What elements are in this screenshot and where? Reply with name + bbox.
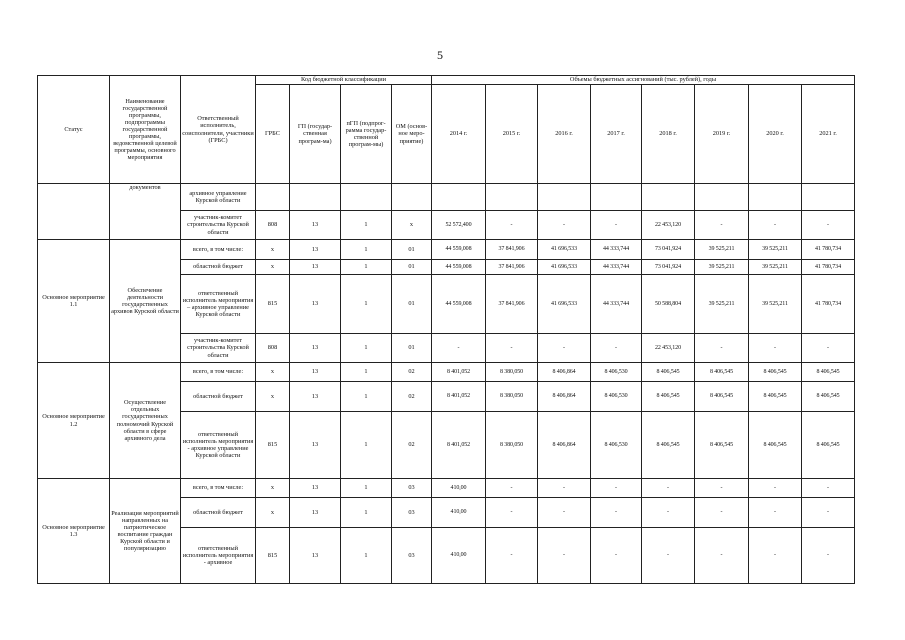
amount-cell bbox=[432, 184, 486, 211]
om-cell: 03 bbox=[392, 498, 432, 528]
amount-cell: 22 453,120 bbox=[642, 334, 695, 363]
amount-cell: 8 401,052 bbox=[432, 382, 486, 412]
header-grbs: ГРБС bbox=[256, 85, 290, 184]
amount-cell: 8 406,545 bbox=[642, 382, 695, 412]
status-cell: Основное мероприятие 1.3 bbox=[38, 479, 110, 584]
gp-cell: 13 bbox=[290, 412, 341, 479]
amount-cell: 41 780,734 bbox=[802, 275, 855, 334]
gp-cell: 13 bbox=[290, 240, 341, 260]
amount-cell: - bbox=[802, 479, 855, 498]
amount-cell: - bbox=[538, 211, 591, 240]
amount-cell: 44 333,744 bbox=[591, 275, 642, 334]
amount-cell: - bbox=[749, 334, 802, 363]
executor-cell: ответственный исполнитель мероприятия – архивное управление Курской области bbox=[181, 275, 256, 334]
grbs-cell bbox=[256, 184, 290, 211]
table-row bbox=[38, 363, 855, 382]
amount-cell: 8 406,864 bbox=[538, 412, 591, 479]
executor-cell: участник-комитет строительства Курской области bbox=[181, 211, 256, 240]
amount-cell: 22 453,120 bbox=[642, 211, 695, 240]
amount-cell: - bbox=[802, 498, 855, 528]
amount-cell: - bbox=[486, 334, 538, 363]
pgp-cell bbox=[341, 184, 392, 211]
amount-cell: 8 406,864 bbox=[538, 363, 591, 382]
pgp-cell: 1 bbox=[341, 211, 392, 240]
amount-cell bbox=[695, 184, 749, 211]
header-executor: Ответственный исполнитель, соисполнители, участники (ГРБС) bbox=[181, 76, 256, 184]
amount-cell: 8 406,530 bbox=[591, 363, 642, 382]
om-cell: 01 bbox=[392, 260, 432, 275]
amount-cell: 39 525,211 bbox=[695, 275, 749, 334]
name-cell: Осуществление отдельных государственных полномочий Курской области в сфере архивного дела bbox=[110, 363, 181, 479]
om-cell: 02 bbox=[392, 412, 432, 479]
gp-cell: 13 bbox=[290, 211, 341, 240]
header-om: ОМ (основ-ное меро-приятие) bbox=[392, 85, 432, 184]
budget-table bbox=[37, 75, 855, 584]
om-cell: 01 bbox=[392, 334, 432, 363]
status-cell bbox=[38, 184, 110, 240]
grbs-cell: 815 bbox=[256, 275, 290, 334]
amount-cell: 8 406,545 bbox=[802, 412, 855, 479]
amount-cell: - bbox=[538, 498, 591, 528]
amount-cell: 8 406,545 bbox=[695, 382, 749, 412]
amount-cell: 8 406,545 bbox=[695, 363, 749, 382]
amount-cell: 8 406,545 bbox=[802, 382, 855, 412]
om-cell: х bbox=[392, 211, 432, 240]
amount-cell: - bbox=[432, 334, 486, 363]
om-cell: 01 bbox=[392, 275, 432, 334]
pgp-cell: 1 bbox=[341, 479, 392, 498]
amount-cell: 73 041,924 bbox=[642, 240, 695, 260]
amount-cell: - bbox=[695, 334, 749, 363]
grbs-cell: х bbox=[256, 498, 290, 528]
amount-cell bbox=[642, 184, 695, 211]
grbs-cell: 815 bbox=[256, 528, 290, 584]
header-year: 2018 г. bbox=[642, 85, 695, 184]
amount-cell: 41 780,734 bbox=[802, 240, 855, 260]
executor-cell: областной бюджет bbox=[181, 382, 256, 412]
gp-cell: 13 bbox=[290, 363, 341, 382]
amount-cell: 8 380,050 bbox=[486, 382, 538, 412]
amount-cell: 8 406,530 bbox=[591, 382, 642, 412]
amount-cell: 8 401,052 bbox=[432, 412, 486, 479]
amount-cell: 39 525,211 bbox=[749, 275, 802, 334]
amount-cell: 8 406,545 bbox=[802, 363, 855, 382]
om-cell: 02 bbox=[392, 382, 432, 412]
header-status: Статус bbox=[38, 76, 110, 184]
header-kbk-group: Код бюджетной классификации bbox=[256, 76, 432, 85]
executor-cell: участник-комитет строительства Курской области bbox=[181, 334, 256, 363]
amount-cell: 8 406,545 bbox=[642, 363, 695, 382]
amount-cell: 39 525,211 bbox=[695, 260, 749, 275]
amount-cell: - bbox=[486, 211, 538, 240]
pgp-cell: 1 bbox=[341, 260, 392, 275]
amount-cell: 44 333,744 bbox=[591, 260, 642, 275]
header-year: 2021 г. bbox=[802, 85, 855, 184]
amount-cell: 8 406,530 bbox=[591, 412, 642, 479]
grbs-cell: х bbox=[256, 479, 290, 498]
amount-cell: 8 406,864 bbox=[538, 382, 591, 412]
amount-cell: - bbox=[591, 479, 642, 498]
gp-cell: 13 bbox=[290, 498, 341, 528]
amount-cell: - bbox=[591, 498, 642, 528]
amount-cell: 39 525,211 bbox=[695, 240, 749, 260]
amount-cell: 41 696,533 bbox=[538, 240, 591, 260]
amount-cell: 44 559,008 bbox=[432, 240, 486, 260]
amount-cell: - bbox=[591, 211, 642, 240]
om-cell: 01 bbox=[392, 240, 432, 260]
amount-cell: 37 841,906 bbox=[486, 240, 538, 260]
amount-cell: - bbox=[749, 498, 802, 528]
grbs-cell: 808 bbox=[256, 211, 290, 240]
grbs-cell: х bbox=[256, 363, 290, 382]
amount-cell: 37 841,906 bbox=[486, 275, 538, 334]
executor-cell: всего, в том числе: bbox=[181, 479, 256, 498]
status-cell: Основное мероприятие 1.1 bbox=[38, 240, 110, 363]
amount-cell: 8 406,545 bbox=[749, 382, 802, 412]
executor-cell: ответственный исполнитель мероприятия - архивное bbox=[181, 528, 256, 584]
grbs-cell: х bbox=[256, 240, 290, 260]
gp-cell bbox=[290, 184, 341, 211]
amount-cell: 44 559,008 bbox=[432, 275, 486, 334]
amount-cell: 37 841,906 bbox=[486, 260, 538, 275]
pgp-cell: 1 bbox=[341, 275, 392, 334]
amount-cell: 73 041,924 bbox=[642, 260, 695, 275]
amount-cell: 410,00 bbox=[432, 479, 486, 498]
amount-cell: 8 380,050 bbox=[486, 412, 538, 479]
amount-cell: - bbox=[486, 498, 538, 528]
pgp-cell: 1 bbox=[341, 240, 392, 260]
amount-cell: 39 525,211 bbox=[749, 240, 802, 260]
amount-cell: 8 406,545 bbox=[695, 412, 749, 479]
executor-cell: ответственный исполнитель мероприятия - архивное управление Курской области bbox=[181, 412, 256, 479]
amount-cell: - bbox=[538, 528, 591, 584]
amount-cell: 41 780,734 bbox=[802, 260, 855, 275]
amount-cell: 41 696,533 bbox=[538, 275, 591, 334]
header-year: 2017 г. bbox=[591, 85, 642, 184]
name-cell: Реализация мероприятий направленных на патриотическое воспитание граждан Курской области и популяризацию bbox=[110, 479, 181, 584]
header-year: 2015 г. bbox=[486, 85, 538, 184]
gp-cell: 13 bbox=[290, 260, 341, 275]
amount-cell: 52 572,400 bbox=[432, 211, 486, 240]
amount-cell: 44 559,008 bbox=[432, 260, 486, 275]
amount-cell: 44 333,744 bbox=[591, 240, 642, 260]
amount-cell: - bbox=[591, 334, 642, 363]
amount-cell: 8 406,545 bbox=[749, 363, 802, 382]
pgp-cell: 1 bbox=[341, 334, 392, 363]
amount-cell bbox=[486, 184, 538, 211]
amount-cell: - bbox=[642, 528, 695, 584]
amount-cell bbox=[591, 184, 642, 211]
grbs-cell: 808 bbox=[256, 334, 290, 363]
gp-cell: 13 bbox=[290, 382, 341, 412]
grbs-cell: 815 bbox=[256, 412, 290, 479]
amount-cell: - bbox=[749, 211, 802, 240]
table-row bbox=[38, 479, 855, 498]
pgp-cell: 1 bbox=[341, 363, 392, 382]
table-row bbox=[38, 240, 855, 260]
om-cell: 03 bbox=[392, 528, 432, 584]
amount-cell: - bbox=[695, 479, 749, 498]
amount-cell: 8 380,050 bbox=[486, 363, 538, 382]
amount-cell: - bbox=[642, 498, 695, 528]
amount-cell: 8 406,545 bbox=[749, 412, 802, 479]
amount-cell: - bbox=[695, 211, 749, 240]
header-year: 2014 г. bbox=[432, 85, 486, 184]
amount-cell: - bbox=[802, 211, 855, 240]
name-cell: документов bbox=[110, 184, 181, 240]
amount-cell bbox=[749, 184, 802, 211]
executor-cell: областной бюджет bbox=[181, 260, 256, 275]
amount-cell: - bbox=[486, 479, 538, 498]
gp-cell: 13 bbox=[290, 334, 341, 363]
pgp-cell: 1 bbox=[341, 412, 392, 479]
header-year: 2019 г. bbox=[695, 85, 749, 184]
amount-cell: 50 588,804 bbox=[642, 275, 695, 334]
amount-cell: - bbox=[802, 334, 855, 363]
amount-cell: - bbox=[749, 479, 802, 498]
amount-cell: - bbox=[695, 498, 749, 528]
om-cell: 02 bbox=[392, 363, 432, 382]
om-cell: 03 bbox=[392, 479, 432, 498]
executor-cell: всего, в том числе: bbox=[181, 240, 256, 260]
amount-cell: - bbox=[695, 528, 749, 584]
pgp-cell: 1 bbox=[341, 382, 392, 412]
amount-cell: 41 696,533 bbox=[538, 260, 591, 275]
pgp-cell: 1 bbox=[341, 498, 392, 528]
header-year: 2016 г. bbox=[538, 85, 591, 184]
amount-cell: 8 406,545 bbox=[642, 412, 695, 479]
amount-cell: - bbox=[802, 528, 855, 584]
gp-cell: 13 bbox=[290, 479, 341, 498]
status-cell: Основное мероприятие 1.2 bbox=[38, 363, 110, 479]
header-pgp: пГП (подпрог-рамма государ-ственной програм-мы) bbox=[341, 85, 392, 184]
om-cell bbox=[392, 184, 432, 211]
header-amounts-group: Объемы бюджетных ассигнований (тыс. рублей), годы bbox=[432, 76, 855, 85]
grbs-cell: х bbox=[256, 260, 290, 275]
amount-cell: 39 525,211 bbox=[749, 260, 802, 275]
name-cell: Обеспечение деятельности государственных архивов Курской области bbox=[110, 240, 181, 363]
gp-cell: 13 bbox=[290, 528, 341, 584]
amount-cell: 8 401,052 bbox=[432, 363, 486, 382]
amount-cell: - bbox=[538, 479, 591, 498]
executor-cell: всего, в том числе: bbox=[181, 363, 256, 382]
amount-cell: - bbox=[749, 528, 802, 584]
amount-cell: - bbox=[591, 528, 642, 584]
amount-cell bbox=[538, 184, 591, 211]
amount-cell: 410,00 bbox=[432, 498, 486, 528]
header-year: 2020 г. bbox=[749, 85, 802, 184]
amount-cell: - bbox=[486, 528, 538, 584]
executor-cell: архивное управление Курской области bbox=[181, 184, 256, 211]
page-number: 5 bbox=[437, 48, 443, 62]
gp-cell: 13 bbox=[290, 275, 341, 334]
header-name: Наименование государственной программы, подпрограммы государственной программы, ведомственной целевой программы, основного мероприятия bbox=[110, 76, 181, 184]
pgp-cell: 1 bbox=[341, 528, 392, 584]
executor-cell: областной бюджет bbox=[181, 498, 256, 528]
header-gp: ГП (государ-ственная програм-ма) bbox=[290, 85, 341, 184]
grbs-cell: х bbox=[256, 382, 290, 412]
table-row bbox=[38, 184, 855, 211]
amount-cell bbox=[802, 184, 855, 211]
amount-cell: 410,00 bbox=[432, 528, 486, 584]
amount-cell: - bbox=[538, 334, 591, 363]
amount-cell: - bbox=[642, 479, 695, 498]
